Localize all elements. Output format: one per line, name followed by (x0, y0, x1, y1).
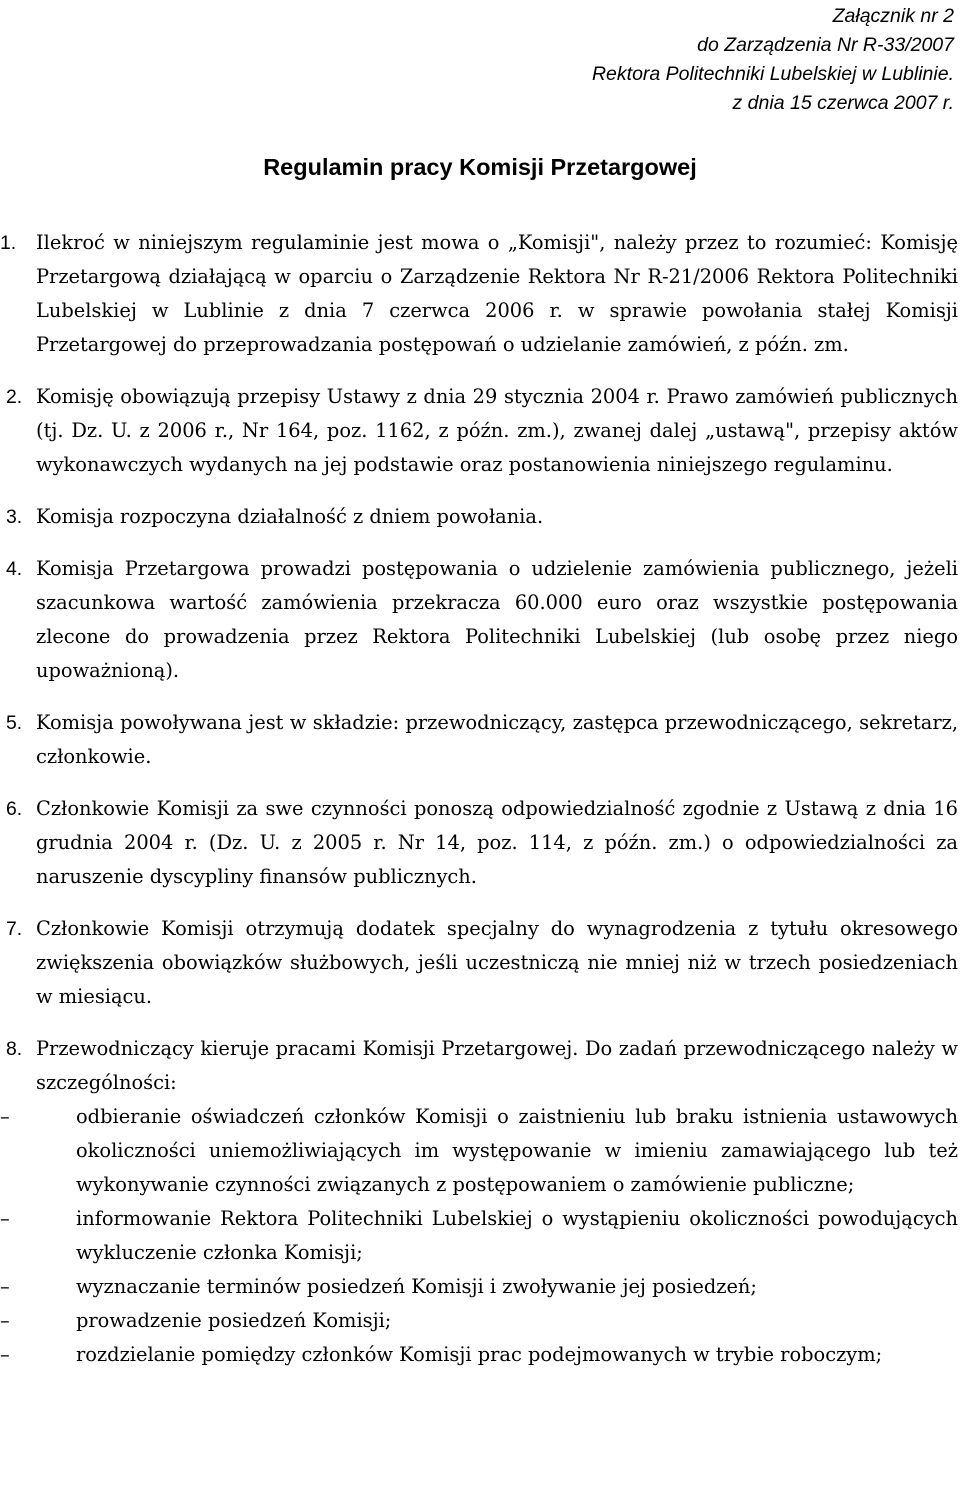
paragraph-6 (0, 792, 960, 894)
paragraph-4 (0, 552, 960, 688)
paragraph-3 (0, 500, 960, 534)
paragraph-number: 7. (6, 918, 23, 940)
paragraph-text: Przewodniczący kieruje pracami Komisji Przetargowej. Do zadań przewodniczącego należy w szczególności: (36, 1037, 958, 1094)
paragraph-2 (0, 380, 960, 482)
list-item (0, 1202, 960, 1270)
paragraph-8 (0, 1032, 960, 1100)
paragraph-text: Ilekroć w niniejszym regulaminie jest mowa o „Komisji", należy przez to rozumieć: Komisję Przetargową działającą w oparciu o Zarządzenie Rektora Nr R-21/2006 Rektora Politechniki Lubelskiej w Lublinie z dnia 7 czerwca 2006 r. w sprawie powołania stałej Komisji Przetargowej do przeprowadzania postępowań o udzielanie zamówień, z późn. zm. (36, 231, 958, 356)
document-body (0, 226, 960, 1372)
duties-list (0, 1100, 960, 1372)
annex-line: Rektora Politechniki Lubelskiej w Lublinie. (591, 63, 954, 85)
document-title: Regulamin pracy Komisji Przetargowej (263, 154, 697, 180)
annex-line: Załącznik nr 2 (832, 5, 954, 27)
paragraph-number: 6. (6, 798, 23, 820)
list-item-text: informowanie Rektora Politechniki Lubelskiej o wystąpieniu okoliczności powodujących wykluczenie członka Komisji; (76, 1207, 958, 1264)
dash-bullet: – (0, 1207, 10, 1230)
paragraph-text: Komisja Przetargowa prowadzi postępowania o udzielenie zamówienia publicznego, jeżeli szacunkowa wartość zamówienia przekracza 60.000 euro oraz wszystkie postępowania zlecone do prowadzenia przez Rektora Politechniki Lubelskiej (lub osobę przez niego upoważnioną). (36, 557, 958, 682)
paragraph-text: Komisja rozpoczyna działalność z dniem powołania. (36, 505, 544, 528)
paragraph-number: 4. (6, 558, 23, 580)
paragraph-1 (0, 226, 960, 362)
dash-bullet: – (0, 1105, 10, 1128)
list-item (0, 1270, 960, 1304)
list-item-text: rozdzielanie pomiędzy członków Komisji prac podejmowanych w trybie roboczym; (76, 1343, 883, 1366)
paragraph-text: Komisję obowiązują przepisy Ustawy z dnia 29 stycznia 2004 r. Prawo zamówień publicznych (tj. Dz. U. z 2006 r., Nr 164, poz. 1162, z późn. zm.), zwanej dalej „ustawą", przepisy aktów wykonawczych wydanych na jej podstawie oraz postanowienia niniejszego regulaminu. (36, 385, 958, 476)
paragraph-number: 3. (6, 506, 23, 528)
paragraph-text: Członkowie Komisji za swe czynności ponoszą odpowiedzialność zgodnie z Ustawą z dnia 16 grudnia 2004 r. (Dz. U. z 2005 r. Nr 14, poz. 114, z późn. zm.) o odpowiedzialności za naruszenie dyscypliny finansów publicznych. (36, 797, 958, 888)
paragraph-7 (0, 912, 960, 1014)
paragraph-number: 2. (6, 386, 23, 408)
annex-header (592, 2, 954, 118)
paragraph-number: 5. (6, 712, 23, 734)
dash-bullet: – (0, 1343, 10, 1366)
list-item (0, 1100, 960, 1202)
list-item-text: prowadzenie posiedzeń Komisji; (76, 1309, 392, 1332)
dash-bullet: – (0, 1309, 10, 1332)
paragraph-number: 8. (6, 1038, 23, 1060)
paragraph-5 (0, 706, 960, 774)
paragraph-text: Członkowie Komisji otrzymują dodatek specjalny do wynagrodzenia z tytułu okresowego zwiększenia obowiązków służbowych, jeśli uczestniczą nie mniej niż w trzech posiedzeniach w miesiącu. (36, 917, 958, 1008)
list-item (0, 1304, 960, 1338)
paragraph-text: Komisja powoływana jest w składzie: przewodniczący, zastępca przewodniczącego, sekretarz, członkowie. (36, 711, 958, 768)
list-item-text: odbieranie oświadczeń członków Komisji o zaistnieniu lub braku istnienia ustawowych okoliczności uniemożliwiających im występowanie w imieniu zamawiającego lub też wykonywanie czynności związanych z postępowaniem o zamówienie publiczne; (76, 1105, 958, 1196)
annex-line: do Zarządzenia Nr R-33/2007 (697, 34, 954, 56)
list-item-text: wyznaczanie terminów posiedzeń Komisji i zwoływanie jej posiedzeń; (76, 1275, 757, 1298)
annex-line: z dnia 15 czerwca 2007 r. (732, 92, 954, 114)
dash-bullet: – (0, 1275, 10, 1298)
list-item (0, 1338, 960, 1372)
paragraph-number: 1. (0, 232, 17, 254)
